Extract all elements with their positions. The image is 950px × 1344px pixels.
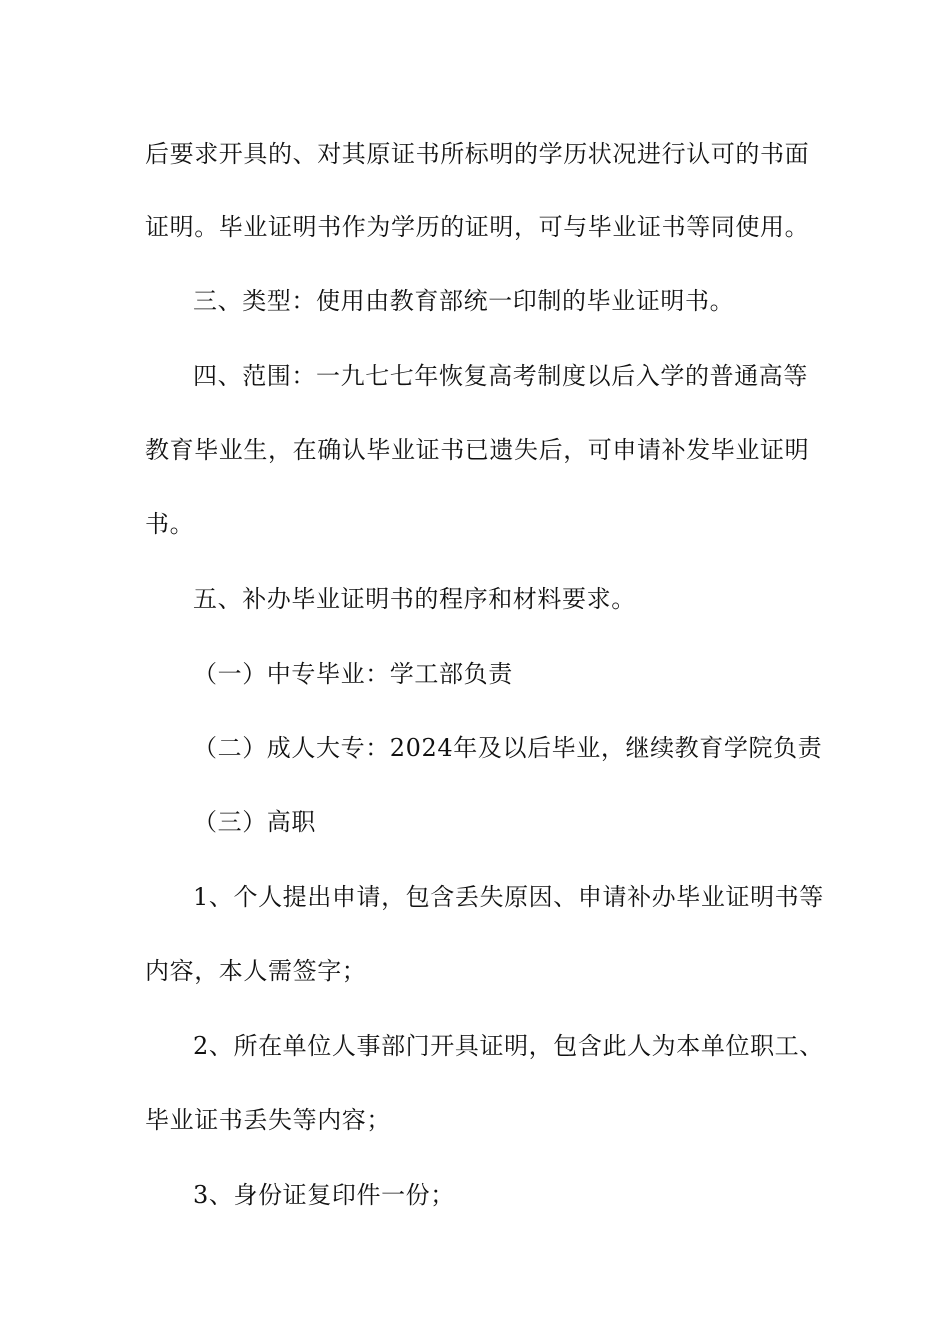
item-one-continued: 内容，本人需签字； [145,957,367,985]
subsection-one: （一）中专毕业：学工部负责 [193,660,513,688]
item-two-continued: 毕业证书丢失等内容； [145,1106,391,1134]
section-five-procedure: 五、补办毕业证明书的程序和材料要求。 [193,585,636,613]
subsection-three: （三）高职 [193,808,316,836]
section-three-type: 三、类型：使用由教育部统一印制的毕业证明书。 [193,287,735,315]
subsection-two: （二）成人大专：2024年及以后毕业，继续教育学院负责 [193,734,823,762]
paragraph-line-1: 后要求开具的、对其原证书所标明的学历状况进行认可的书面 [145,140,810,168]
paragraph-line-6: 书。 [145,510,195,538]
item-three: 3、身份证复印件一份； [193,1181,455,1209]
item-one: 1、个人提出申请，包含丢失原因、申请补办毕业证明书等 [193,883,824,911]
section-four-scope: 四、范围：一九七七年恢复高考制度以后入学的普通高等 [193,362,808,390]
item-two: 2、所在单位人事部门开具证明，包含此人为本单位职工、 [193,1032,824,1060]
paragraph-line-2: 证明。毕业证明书作为学历的证明，可与毕业证书等同使用。 [145,213,810,241]
paragraph-line-5: 教育毕业生，在确认毕业证书已遗失后，可申请补发毕业证明 [145,436,810,464]
